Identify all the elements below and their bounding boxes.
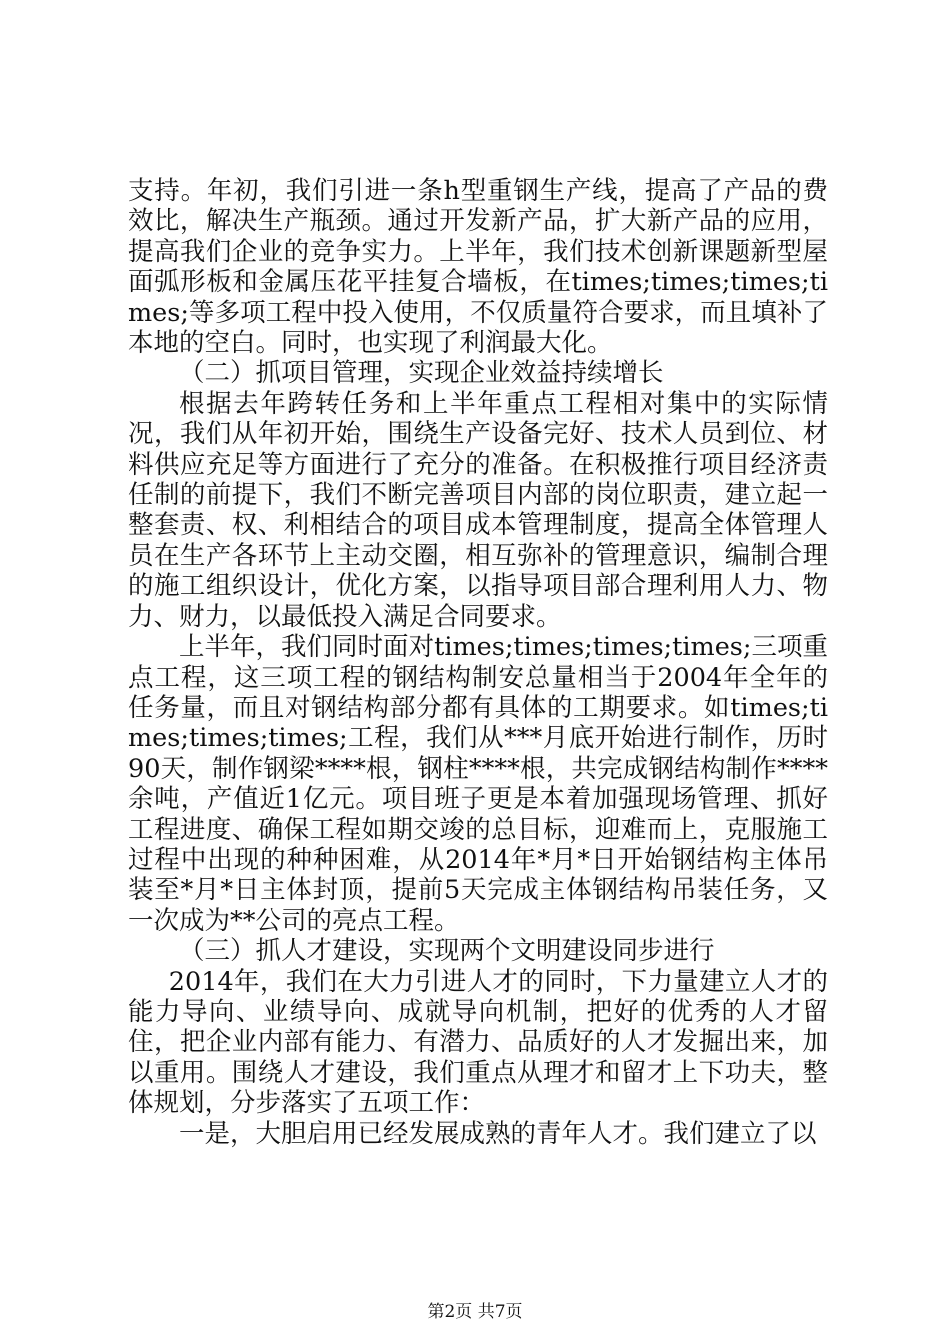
page-footer: 第2页 共7页 (427, 1302, 523, 1322)
paragraph-talent-building: 2014年，我们在大力引进人才的同时，下力量建立人才的能力导向、业绩导向、成就导向机制，把好的优秀的人才留住，把企业内部有能力、有潜力、品质好的人才发掘出来，加以重用。围绕人才建设，我们重点从理才和留才上下功夫，整体规划，分步落实了五项工作： (128, 966, 828, 1119)
paragraph-first-half-projects: 上半年，我们同时面对times;times;times;times;三项重点工程，这三项工程的钢结构制安总量相当于2004年全年的任务量，而且对钢结构部分都有具体的工期要求。如times;times;times;times;工程，我们从***月底开始进行制作，历时90天，制作钢梁****根，钢柱****根，共完成钢结构制作****余吨，产值近1亿元。项目班子更是本着加强现场管理、抓好工程进度、确保工程如期交竣的总目标，迎难而上，克服施工过程中出现的种种困难，从2014年*月*日开始钢结构主体吊装至*月*日主体封顶，提前5天完成主体钢结构吊装任务，又一次成为**公司的亮点工程。 (128, 632, 828, 936)
paragraph-project-management: 根据去年跨转任务和上半年重点工程相对集中的实际情况，我们从年初开始，围绕生产设备完好、技术人员到位、材料供应充足等方面进行了充分的准备。在积极推行项目经济责任制的前提下，我们不断完善项目内部的岗位职责，建立起一整套责、权、利相结合的项目成本管理制度，提高全体管理人员在生产各环节上主动交圈，相互弥补的管理意识，编制合理的施工组织设计，优化方案，以指导项目部合理利用人力、物力、财力，以最低投入满足合同要求。 (128, 388, 828, 632)
paragraph-first-item: 一是，大胆启用已经发展成熟的青年人才。我们建立了以 (179, 1118, 817, 1149)
paragraph-continuation: 支持。年初，我们引进一条h型重钢生产线，提高了产品的费效比，解决生产瓶颈。通过开发新产品，扩大新产品的应用，提高我们企业的竞争实力。上半年，我们技术创新课题新型屋面弧形板和金属压花平挂复合墙板，在times;times;times;times;等多项工程中投入使用，不仅质量符合要求，而且填补了本地的空白。同时，也实现了利润最大化。 (128, 176, 828, 359)
section-heading-3: （三）抓人才建设，实现两个文明建设同步进行 (179, 936, 715, 967)
document-body (128, 176, 828, 1149)
section-heading-2: （二）抓项目管理，实现企业效益持续增长 (179, 358, 664, 389)
